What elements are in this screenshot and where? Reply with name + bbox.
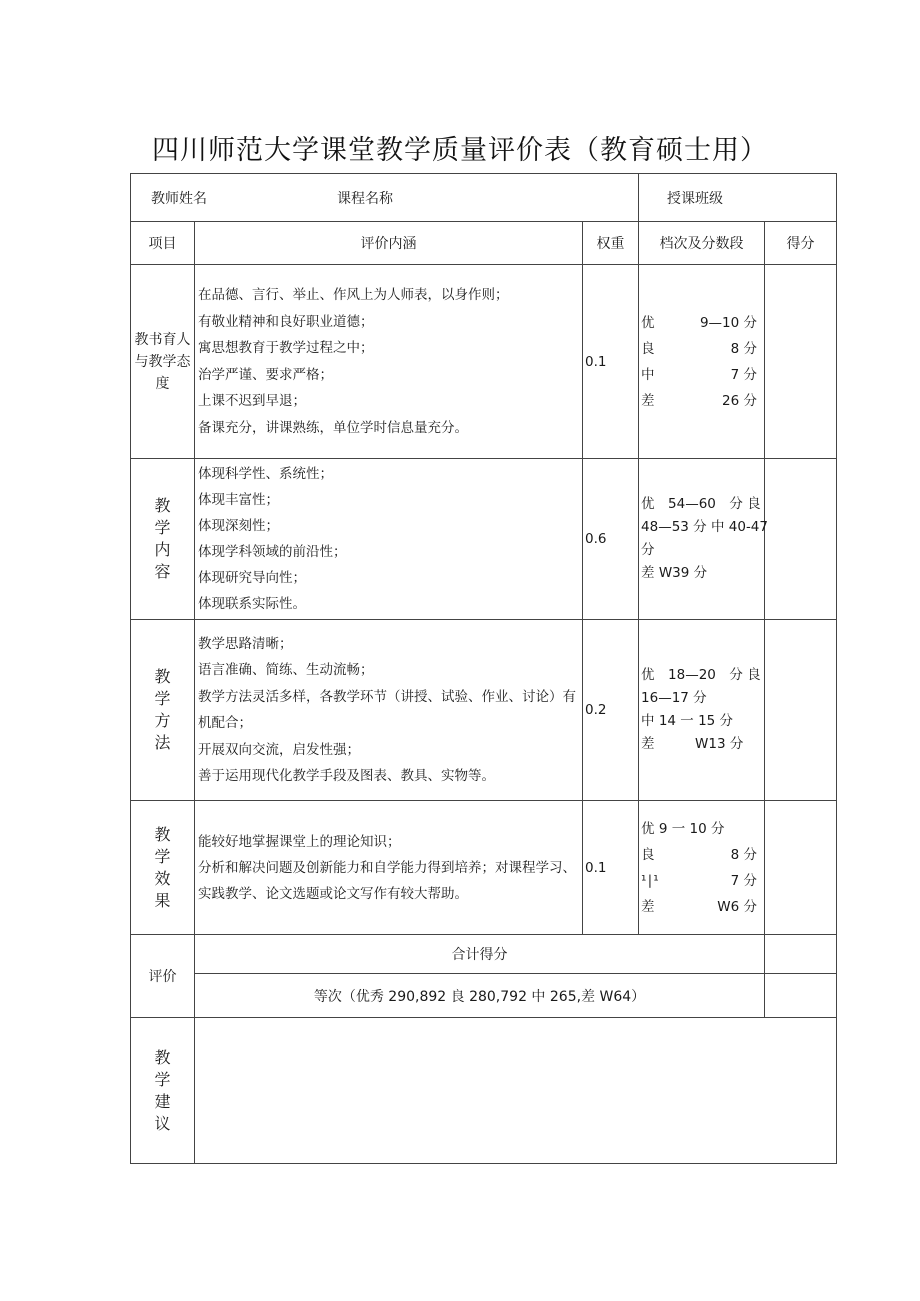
section-weight: 0.6 xyxy=(583,459,639,620)
grade-line: 良 8 分 xyxy=(641,846,758,863)
section-grades xyxy=(639,459,768,620)
grade-line: 良 8 分 xyxy=(641,340,758,357)
class-cell xyxy=(639,174,837,222)
content-line: 体现深刻性； xyxy=(198,518,279,534)
item-line: 议 xyxy=(154,1113,171,1133)
item-line: 学 xyxy=(154,846,171,866)
content-line: 语言准确、简练、生动流畅； xyxy=(198,662,374,678)
item-line: 教书育人 xyxy=(134,331,191,348)
total-score-value[interactable] xyxy=(765,935,837,974)
content-line: 寓思想教育于教学过程之中； xyxy=(198,340,374,356)
section-item xyxy=(131,265,195,459)
section-grades xyxy=(639,801,765,935)
item-line: 与教学态 xyxy=(134,353,191,370)
suggestion-field[interactable] xyxy=(195,1018,837,1164)
level-value[interactable] xyxy=(765,974,837,1018)
col-grades: 档次及分数段 xyxy=(639,222,765,265)
content-line: 体现联系实际性。 xyxy=(198,596,306,612)
score-cell[interactable] xyxy=(765,801,837,935)
item-line: 学 xyxy=(154,518,171,537)
content-line: 开展双向交流，启发性强； xyxy=(198,741,360,758)
content-line: 体现研究导向性； xyxy=(198,570,306,586)
column-header-row xyxy=(131,222,837,265)
item-line: 方 xyxy=(154,711,171,730)
section-content xyxy=(195,459,583,620)
item-line: 果 xyxy=(154,890,171,910)
section-item xyxy=(131,620,195,801)
section-content xyxy=(195,801,583,935)
content-line: 分析和解决问题及创新能力和自学能力得到培养；对课程学习、实践教学、论文选题或论文写作有较大帮助。 xyxy=(198,859,576,902)
col-weight: 权重 xyxy=(583,222,639,265)
section-item xyxy=(131,801,195,935)
item-line: 教 xyxy=(154,667,171,686)
grade-line: 差 W13 分 xyxy=(641,736,744,752)
section-weight: 0.2 xyxy=(583,620,639,801)
levels-row xyxy=(131,974,837,1018)
section-grades xyxy=(639,265,765,459)
grade-line: 中 7 分 xyxy=(641,366,758,383)
section-teaching-content xyxy=(131,459,837,620)
section-weight: 0.1 xyxy=(583,801,639,935)
content-line: 在品德、言行、举止、作风上为人师表，以身作则； xyxy=(198,287,509,303)
content-line: 体现学科领域的前沿性； xyxy=(198,544,347,560)
grade-line: 中 14 一 15 分 xyxy=(641,713,734,729)
content-line: 备课充分，讲课熟练，单位学时信息量充分。 xyxy=(198,419,468,436)
page-title: 四川师范大学课堂教学质量评价表（教育硕士用） xyxy=(152,135,768,166)
grade-line: 优 9—10 分 xyxy=(641,314,758,331)
content-line: 治学严谨、要求严格； xyxy=(198,366,333,383)
teacher-name-label: 教师姓名 xyxy=(151,190,207,207)
grade-line: 差 26 分 xyxy=(641,392,758,409)
item-line: 度 xyxy=(155,375,170,392)
content-line: 体现丰富性； xyxy=(198,492,279,508)
grade-line: 48—53 分 中 40-47 xyxy=(641,519,768,535)
item-line: 教 xyxy=(154,496,171,515)
score-cell[interactable] xyxy=(765,459,837,620)
header-row xyxy=(131,174,837,222)
content-line: 善于运用现代化教学手段及图表、教具、实物等。 xyxy=(198,768,495,784)
grade-line: 分 xyxy=(641,542,655,558)
item-line: 教 xyxy=(154,1047,171,1067)
suggestion-label xyxy=(131,1018,195,1164)
teacher-course-cell xyxy=(131,174,639,222)
content-line: 教学方法灵活多样，各教学环节（讲授、试验、作业、讨论）有机配合； xyxy=(198,688,576,731)
item-line: 容 xyxy=(154,562,171,581)
item-line: 建 xyxy=(154,1091,171,1111)
item-line: 学 xyxy=(154,689,171,708)
grade-line: 差 W39 分 xyxy=(641,565,708,581)
grade-line: ¹∣¹ 7 分 xyxy=(641,872,758,889)
evaluation-label: 评价 xyxy=(131,935,195,1018)
content-line: 体现科学性、系统性； xyxy=(198,466,333,482)
content-line: 有敬业精神和良好职业道德； xyxy=(198,313,374,330)
section-teaching-attitude xyxy=(131,265,837,459)
section-teaching-effect xyxy=(131,801,837,935)
section-item xyxy=(131,459,195,620)
col-score: 得分 xyxy=(765,222,837,265)
grade-line: 优 9 一 10 分 xyxy=(641,820,725,837)
total-score-label: 合计得分 xyxy=(195,935,765,974)
content-line: 能较好地掌握课堂上的理论知识； xyxy=(198,833,401,850)
col-item: 项目 xyxy=(131,222,195,265)
section-grades xyxy=(639,620,765,801)
item-line: 教 xyxy=(154,824,171,844)
evaluation-form-table xyxy=(130,173,837,1164)
grade-line: 差 W6 分 xyxy=(641,898,758,915)
section-content xyxy=(195,265,583,459)
item-line: 内 xyxy=(154,540,171,559)
section-teaching-method xyxy=(131,620,837,801)
grade-line: 优 54—60 分 良 xyxy=(641,496,761,512)
content-line: 上课不迟到早退； xyxy=(198,393,306,409)
grade-line: 优 18—20 分 良 xyxy=(641,667,761,683)
suggestion-row xyxy=(131,1018,837,1164)
class-label: 授课班级 xyxy=(667,190,724,207)
col-content: 评价内涵 xyxy=(195,222,583,265)
item-line: 效 xyxy=(154,868,171,888)
section-content xyxy=(195,620,583,801)
score-cell[interactable] xyxy=(765,265,837,459)
course-name-label: 课程名称 xyxy=(337,190,393,207)
content-line: 教学思路清晰； xyxy=(198,635,293,652)
item-line: 法 xyxy=(154,733,171,752)
grade-line: 16—17 分 xyxy=(641,690,707,706)
section-weight: 0.1 xyxy=(583,265,639,459)
item-line: 学 xyxy=(154,1069,171,1089)
levels-text: 等次（优秀 290,892 良 280,792 中 265,差 W64） xyxy=(195,974,765,1018)
score-cell[interactable] xyxy=(765,620,837,801)
total-score-row xyxy=(131,935,837,974)
